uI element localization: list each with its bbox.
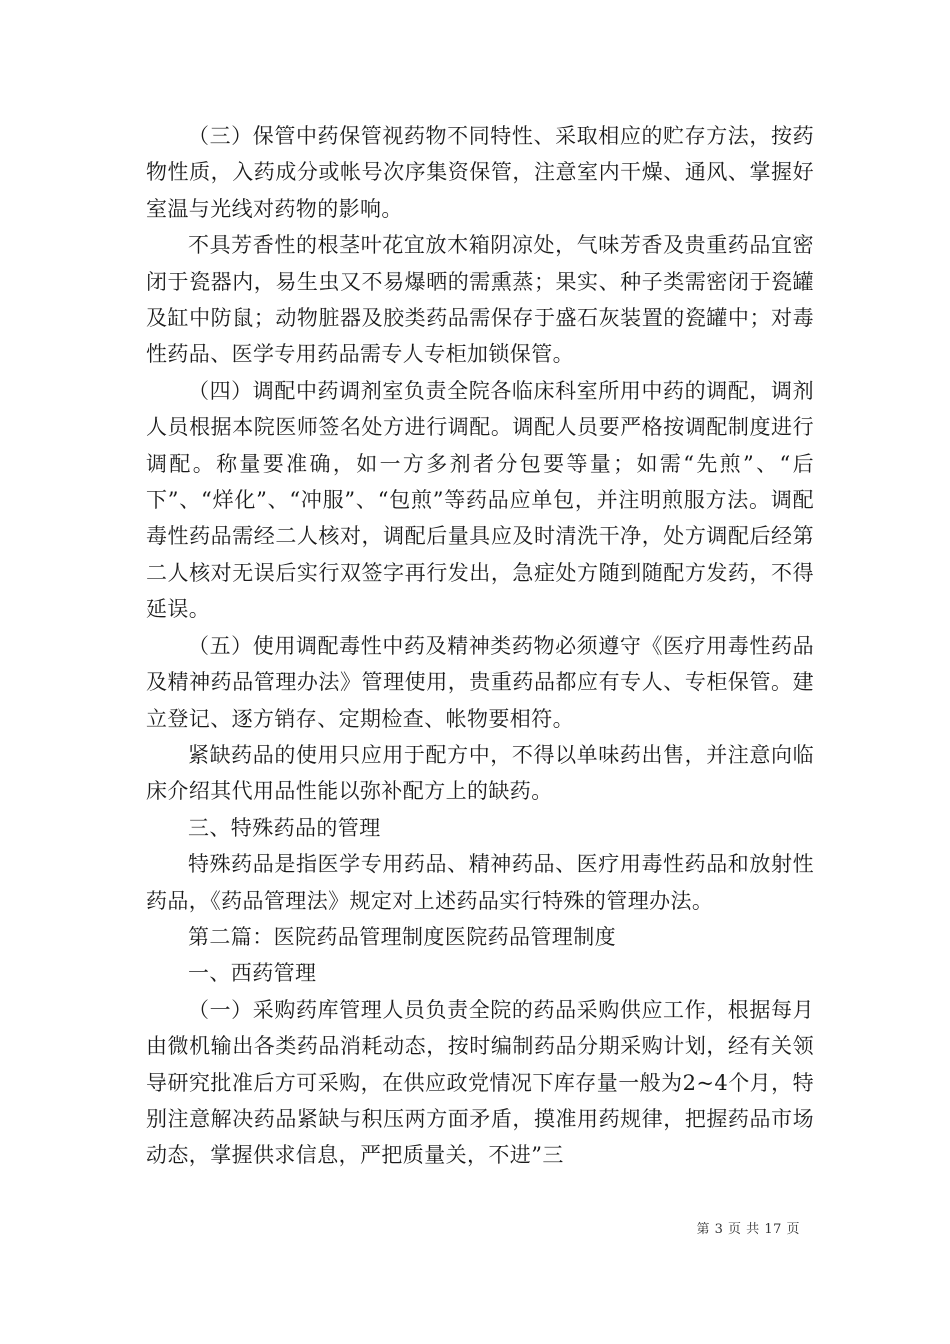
paragraph-dispensing: （四）调配中药调剂室负责全院各临床科室所用中药的调配，调剂人员根据本院医师签名处方进行调配。调配人员要严格按调配制度进行调配。称量要准确，如一方多剂者分包要等量；如需“先煎”、“后下”、“烊化”、“冲服”、“包煎”等药品应单包，并注明煎服方法。调配毒性药品需经二人核对，调配后量具应及时清洗干净，处方调配后经第二人核对无误后实行双签字再行发出，急症处方随到随配方发药，不得延误。	[146, 378, 814, 622]
paragraph-toxic-drugs: （五）使用调配毒性中药及精神类药物必须遵守《医疗用毒性药品及精神药品管理办法》管理使用，贵重药品都应有专人、专柜保管。建立登记、逐方销存、定期检查、帐物要相符。	[146, 633, 814, 731]
heading-chapter-two: 第二篇：医院药品管理制度医院药品管理制度	[188, 924, 616, 949]
heading-special-drugs: 三、特殊药品的管理	[188, 815, 381, 840]
paragraph-procurement: （一）采购药库管理人员负责全院的药品采购供应工作，根据每月由微机输出各类药品消耗动态，按时编制药品分期采购计划，经有关领导研究批准后方可采购，在供应政党情况下库存量一般为2~4个月，特别注意解决药品紧缺与积压两方面矛盾，摸准用药规律，把握药品市场动态，掌握供求信息，严把质量关，不进”三	[146, 997, 814, 1168]
heading-western-medicine: 一、西药管理	[188, 961, 317, 986]
body-text	[146, 118, 814, 1174]
paragraph-storage: （三）保管中药保管视药物不同特性、采取相应的贮存方法，按药物性质，入药成分或帐号次序集资保管，注意室内干燥、通风、掌握好室温与光线对药物的影响。	[146, 124, 814, 221]
page-number: 第 3 页 共 17 页	[696, 1222, 800, 1237]
paragraph-special-drugs: 特殊药品是指医学专用药品、精神药品、医疗用毒性药品和放射性药品，《药品管理法》规定对上述药品实行特殊的管理办法。	[146, 852, 814, 913]
paragraph-scarce-drugs: 紧缺药品的使用只应用于配方中，不得以单味药出售，并注意向临床介绍其代用品性能以弥补配方上的缺药。	[146, 742, 814, 804]
paragraph-storage-detail: 不具芳香性的根茎叶花宜放木箱阴凉处，气味芳香及贵重药品宜密闭于瓷器内，易生虫又不易爆晒的需熏蒸；果实、种子类需密闭于瓷罐及缸中防鼠；动物脏器及胶类药品需保存于盛石灰装置的瓷罐中；对毒性药品、医学专用药品需专人专柜加锁保管。	[146, 233, 814, 367]
